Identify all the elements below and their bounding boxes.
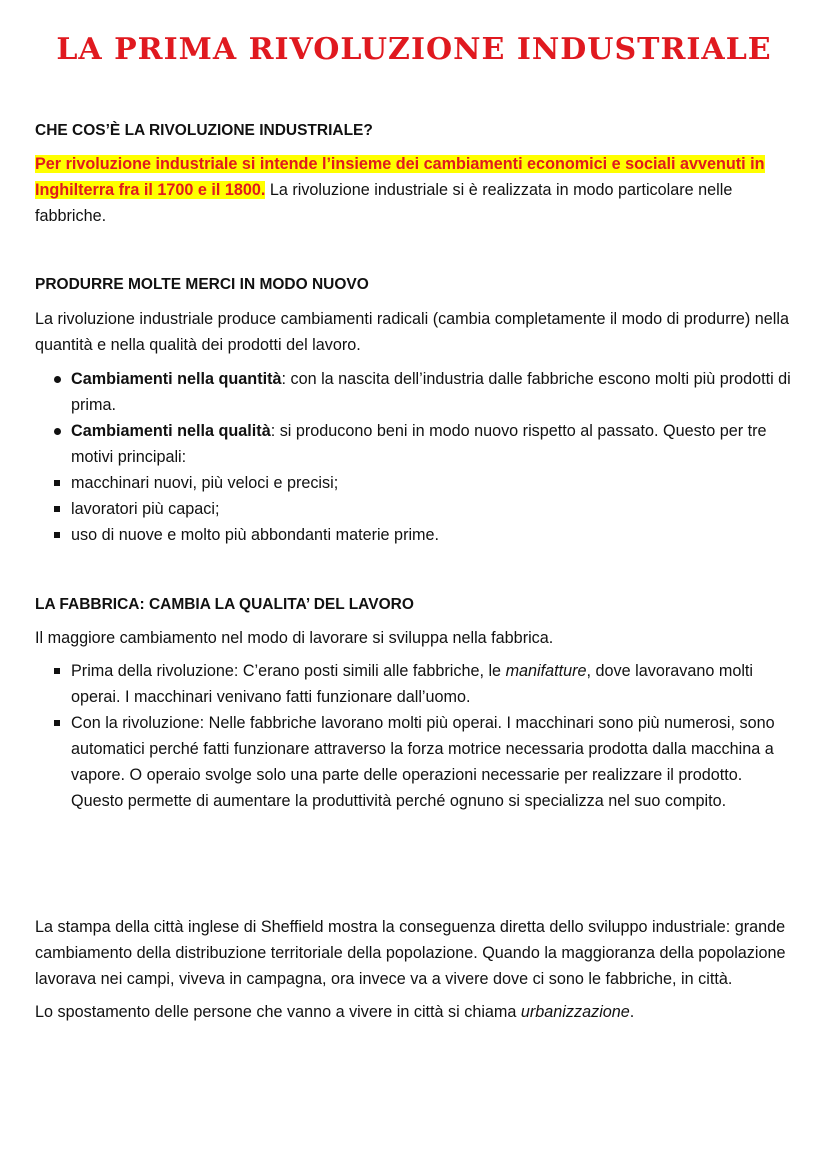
section-heading-what-is: CHE COS’È LA RIVOLUZIONE INDUSTRIALE? bbox=[35, 122, 373, 139]
list-item-with-revolution: Con la rivoluzione: Nelle fabbriche lavorano molti più operai. I macchinari sono più numerosi, sono automatici perché fatti funzionare attraverso la forza motrice necessaria prodotta dalla macchina a vapore. O operaio svolge solo una parte delle operazioni necessarie per realizzare il prodotto. Questo permette di aumentare la produttività perché ognuno si specializza nel suo compito. bbox=[35, 710, 795, 814]
quality-label: Cambiamenti nella qualità bbox=[71, 422, 271, 440]
page-title: LA PRIMA RIVOLUZIONE INDUSTRIALE bbox=[56, 32, 772, 67]
quantity-text: : con la nascita dell’industria dalle fabbriche escono molti più prodotti di prima. bbox=[71, 370, 791, 414]
sheffield-paragraph: La stampa della città inglese di Sheffield mostra la conseguenza diretta dello sviluppo industriale: grande cambiamento della distribuzione territoriale della popolazione. Quando la maggioranza della popolazione lavorava nei campi, viveva in campagna, ora invece va a vivere dove ci sono le fabbriche, in città. bbox=[35, 918, 786, 988]
list-item-quantity bbox=[35, 366, 795, 418]
changes-list bbox=[35, 366, 795, 548]
quantity-label: Cambiamenti nella quantità bbox=[71, 370, 282, 388]
section-what-is bbox=[35, 118, 795, 229]
before-text-end: , dove lavoravano molti operai. I macchinari venivano fatti funzionare dall’uomo. bbox=[71, 662, 754, 706]
urbanization-text: Lo spostamento delle persone che vanno a vivere in città si chiama bbox=[35, 1003, 521, 1021]
section-heading-factory: LA FABBRICA: CAMBIA LA QUALITA’ DEL LAVORO bbox=[35, 596, 414, 613]
section-new-production bbox=[35, 272, 795, 548]
list-item-workers: lavoratori più capaci; bbox=[35, 496, 795, 522]
section-factory bbox=[35, 592, 795, 814]
factory-list bbox=[35, 658, 795, 814]
factory-intro: Il maggiore cambiamento nel modo di lavorare si sviluppa nella fabbrica. bbox=[35, 629, 554, 647]
before-text: Prima della rivoluzione: C’erano posti simili alle fabbriche, le bbox=[71, 662, 506, 680]
quality-text: : si producono beni in modo nuovo rispetto al passato. Questo per tre motivi principali: bbox=[71, 422, 767, 466]
definition-paragraph bbox=[35, 151, 795, 229]
list-item-before-revolution bbox=[35, 658, 795, 710]
list-item-machines: macchinari nuovi, più veloci e precisi; bbox=[35, 470, 795, 496]
section-heading-new-production: PRODURRE MOLTE MERCI IN MODO NUOVO bbox=[35, 276, 369, 293]
section-urbanization bbox=[35, 914, 795, 1025]
urbanization-paragraph bbox=[35, 999, 795, 1025]
definition-highlight: Per rivoluzione industriale si intende l’insieme dei cambiamenti economici e sociali avvenuti in Inghilterra fra il 1700 e il 1800. bbox=[35, 155, 765, 199]
production-intro: La rivoluzione industriale produce cambiamenti radicali (cambia completamente il modo di produrre) nella quantità e nella qualità dei prodotti del lavoro. bbox=[35, 310, 789, 354]
definition-rest: La rivoluzione industriale si è realizzata in modo particolare nelle fabbriche. bbox=[35, 181, 733, 225]
list-item-quality bbox=[35, 418, 795, 470]
urbanization-period: . bbox=[629, 1003, 635, 1021]
list-item-materials: uso di nuove e molto più abbondanti materie prime. bbox=[35, 522, 795, 548]
manifatture-term: manifatture bbox=[505, 662, 587, 680]
urbanization-term: urbanizzazione bbox=[520, 1003, 630, 1021]
